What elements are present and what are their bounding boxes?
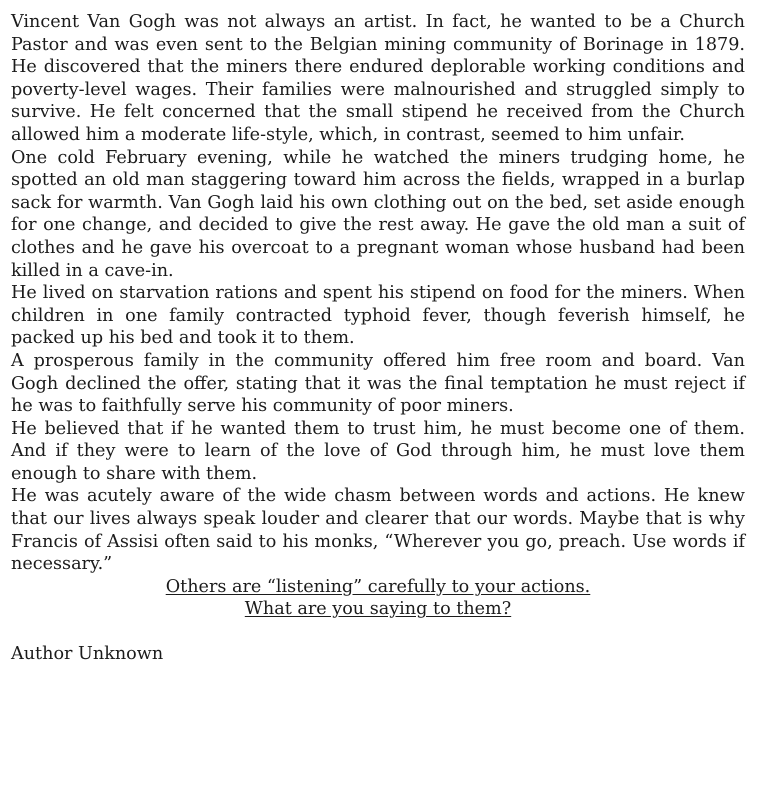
paragraph-intro: Vincent Van Gogh was not always an artist. In fact, he wanted to be a Church Pastor and was even sent to the Belgian mining community of Borinage in 1879. He discovered that the miners there endured deplorable working conditions and poverty-level wages. Their families were malnourished and struggled simply to survive. He felt concerned that the small stipend he received from the Church allowed him a moderate life-style, which, in contrast, seemed to him unfair. [11, 12, 745, 145]
paragraph-trust: He believed that if he wanted them to trust him, he must become one of them. And if they were to learn of the love of God through him, he must love them enough to share with them. [11, 418, 745, 484]
paragraph-prosperous-family: A prosperous family in the community offered him free room and board. Van Gogh declined the offer, stating that it was the final temptation he must reject if he was to faithfully serve his community of poor miners. [11, 350, 745, 417]
paragraph-words-and-actions: He was acutely aware of the wide chasm between words and actions. He knew that our lives always speak louder and clearer that our words. Maybe that is why Francis of Assisi often said to his monks, “Wherever you go, preach. Use words if necessary.” [11, 486, 745, 575]
closing-quote-line-2: What are you saying to them? [244, 599, 512, 620]
closing-quote-line-1: Others are “listening” carefully to your actions. [165, 576, 591, 597]
paragraph-february-evening: One cold February evening, while he watched the miners trudging home, he spotted an old man staggering toward him across the fields, wrapped in a burlap sack for warmth. Van Gogh laid his own clothing out on the bed, set aside enough for one change, and decided to give the rest away. He gave the old man a suit of clothes and he gave his overcoat to a pregnant woman whose husband had been killed in a cave-in. [11, 147, 745, 281]
author-signature: Author Unknown [11, 644, 164, 665]
closing-quote [11, 576, 745, 621]
paragraph-starvation-rations: He lived on starvation rations and spent his stipend on food for the miners. When children in one family contracted typhoid fever, though feverish himself, he packed up his bed and took it to them. [11, 283, 745, 349]
document-body [11, 11, 745, 666]
